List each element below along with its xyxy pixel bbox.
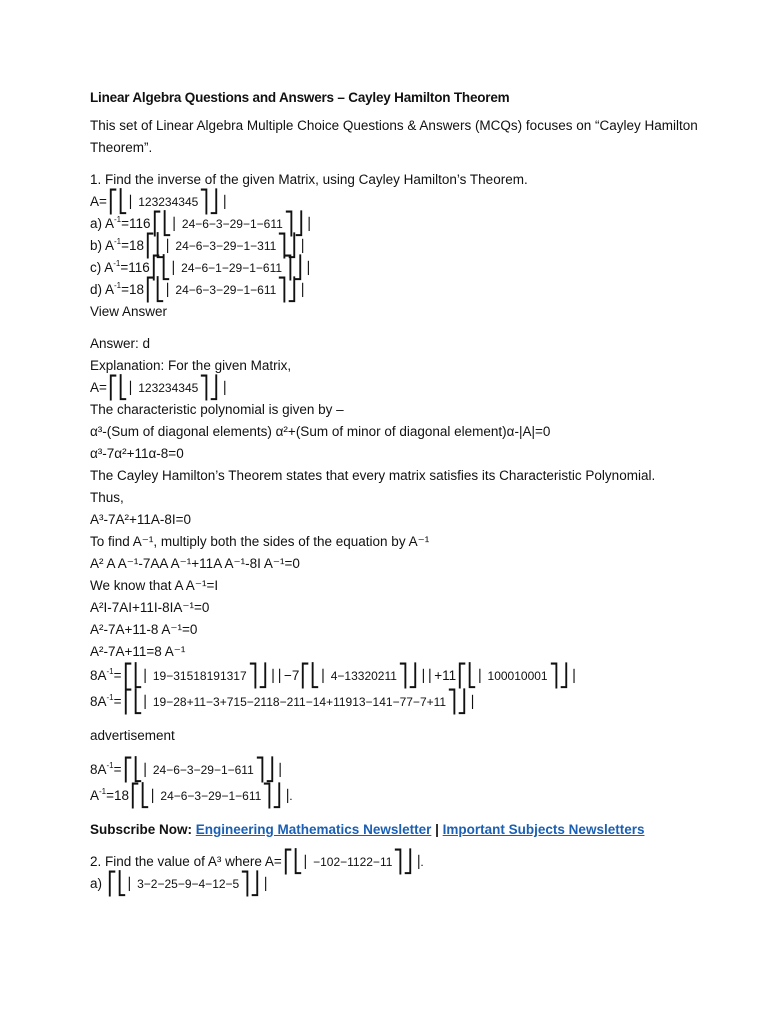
advertisement-label: advertisement [90, 728, 175, 743]
subscribe-label: Subscribe Now: [90, 822, 193, 837]
to-find-text: To find A⁻¹, multiply both the sides of the equation by A⁻¹ [90, 534, 430, 549]
matrix-a-line: A=⎡⎣⎢ 123234345⎤⎦⎥ [90, 189, 227, 214]
option-d[interactable]: d) $A^{-1}=18⎡⎣⎢$ 24−6−3−29−1−611⎤⎦⎥ [90, 277, 305, 302]
option-b[interactable]: b) $A^{-1}=18⎡⎣⎢$ 24−6−3−29−1−311⎤⎦⎥ [90, 233, 305, 258]
question-2: 2. Find the value of A³ where A=⎡⎣⎢ −102−1122−11⎤⎦⎥. [90, 849, 424, 874]
matrix-equation-4: $A^{-1}=18⎡⎣⎢$ 24−6−3−29−1−611⎤⎦⎥. [90, 783, 293, 808]
answer-text: Answer: d [90, 336, 151, 351]
engineering-math-newsletter-link[interactable]: Engineering Mathematics Newsletter [195, 822, 432, 837]
explanation-text: Explanation: For the given Matrix, [90, 358, 292, 373]
intro-paragraph: This set of Linear Algebra Multiple Choice Questions & Answers (MCQs) focuses on “Cayley Hamilton Theorem”. [90, 118, 698, 155]
page-title: Linear Algebra Questions and Answers – Cayley Hamilton Theorem [90, 90, 510, 105]
equation-5: A²I-7AI+11I-8IA⁻¹=0 [90, 600, 210, 615]
thus-text: Thus, [90, 490, 124, 505]
document-page [90, 90, 730, 895]
theorem-statement: The Cayley Hamilton’s Theorem states that every matrix satisfies its Characteristic Polynomial. [90, 468, 656, 483]
equation-3: A³-7A²+11A-8I=0 [90, 512, 192, 527]
matrix-a: 123234345 [138, 195, 199, 209]
equation-6: A²-7A+11-8 A⁻¹=0 [90, 622, 198, 637]
matrix-equation-3: $8A^{-1}=⎡⎣⎢$ 24−6−3−29−1−611⎤⎦⎥ [90, 757, 282, 782]
q2-option-a[interactable]: a) ⎡⎣⎢ 3−2−25−9−4−12−5⎤⎦⎥ [90, 871, 268, 896]
char-poly-intro: The characteristic polynomial is given by – [90, 402, 344, 417]
we-know-text: We know that A A⁻¹=I [90, 578, 219, 593]
subscribe-line [90, 819, 730, 841]
equation-7: A²-7A+11=8 A⁻¹ [90, 644, 186, 659]
equation-1: α³-(Sum of diagonal elements) α²+(Sum of minor of diagonal element)α-|A|=0 [90, 424, 551, 439]
separator: | [435, 822, 439, 837]
view-answer-button[interactable]: View Answer [90, 304, 168, 319]
matrix-equation-1: $8A^{-1}=⎡⎣⎢$ 19−31518191317⎤⎦⎥ ⎢−7⎡⎣⎢ 4−13320211⎤⎦⎥ ⎢+11⎡⎣⎢ 100010001⎤⎦⎥ [90, 663, 576, 688]
question-1: 1. Find the inverse of the given Matrix, using Cayley Hamilton’s Theorem. [90, 172, 528, 187]
option-a[interactable]: a) $A^{-1}=116⎡⎣⎢$ 24−6−3−29−1−611⎤⎦⎥ [90, 211, 311, 236]
matrix-a-line-2: A=⎡⎣⎢ 123234345⎤⎦⎥ [90, 375, 227, 400]
important-subjects-newsletter-link[interactable]: Important Subjects Newsletters [442, 822, 645, 837]
option-c[interactable]: c) $A^{-1}=116⎡⎣⎢$ 24−6−1−29−1−611⎤⎦⎥ [90, 255, 311, 280]
equation-2: α³-7α²+11α-8=0 [90, 446, 184, 461]
matrix-equation-2: $8A^{-1}=⎡⎣⎢$ 19−28+11−3+715−2118−211−14+11913−141−77−7+11⎤⎦⎥ [90, 689, 475, 714]
equation-4: A² A A⁻¹-7AA A⁻¹+11A A⁻¹-8I A⁻¹=0 [90, 556, 300, 571]
